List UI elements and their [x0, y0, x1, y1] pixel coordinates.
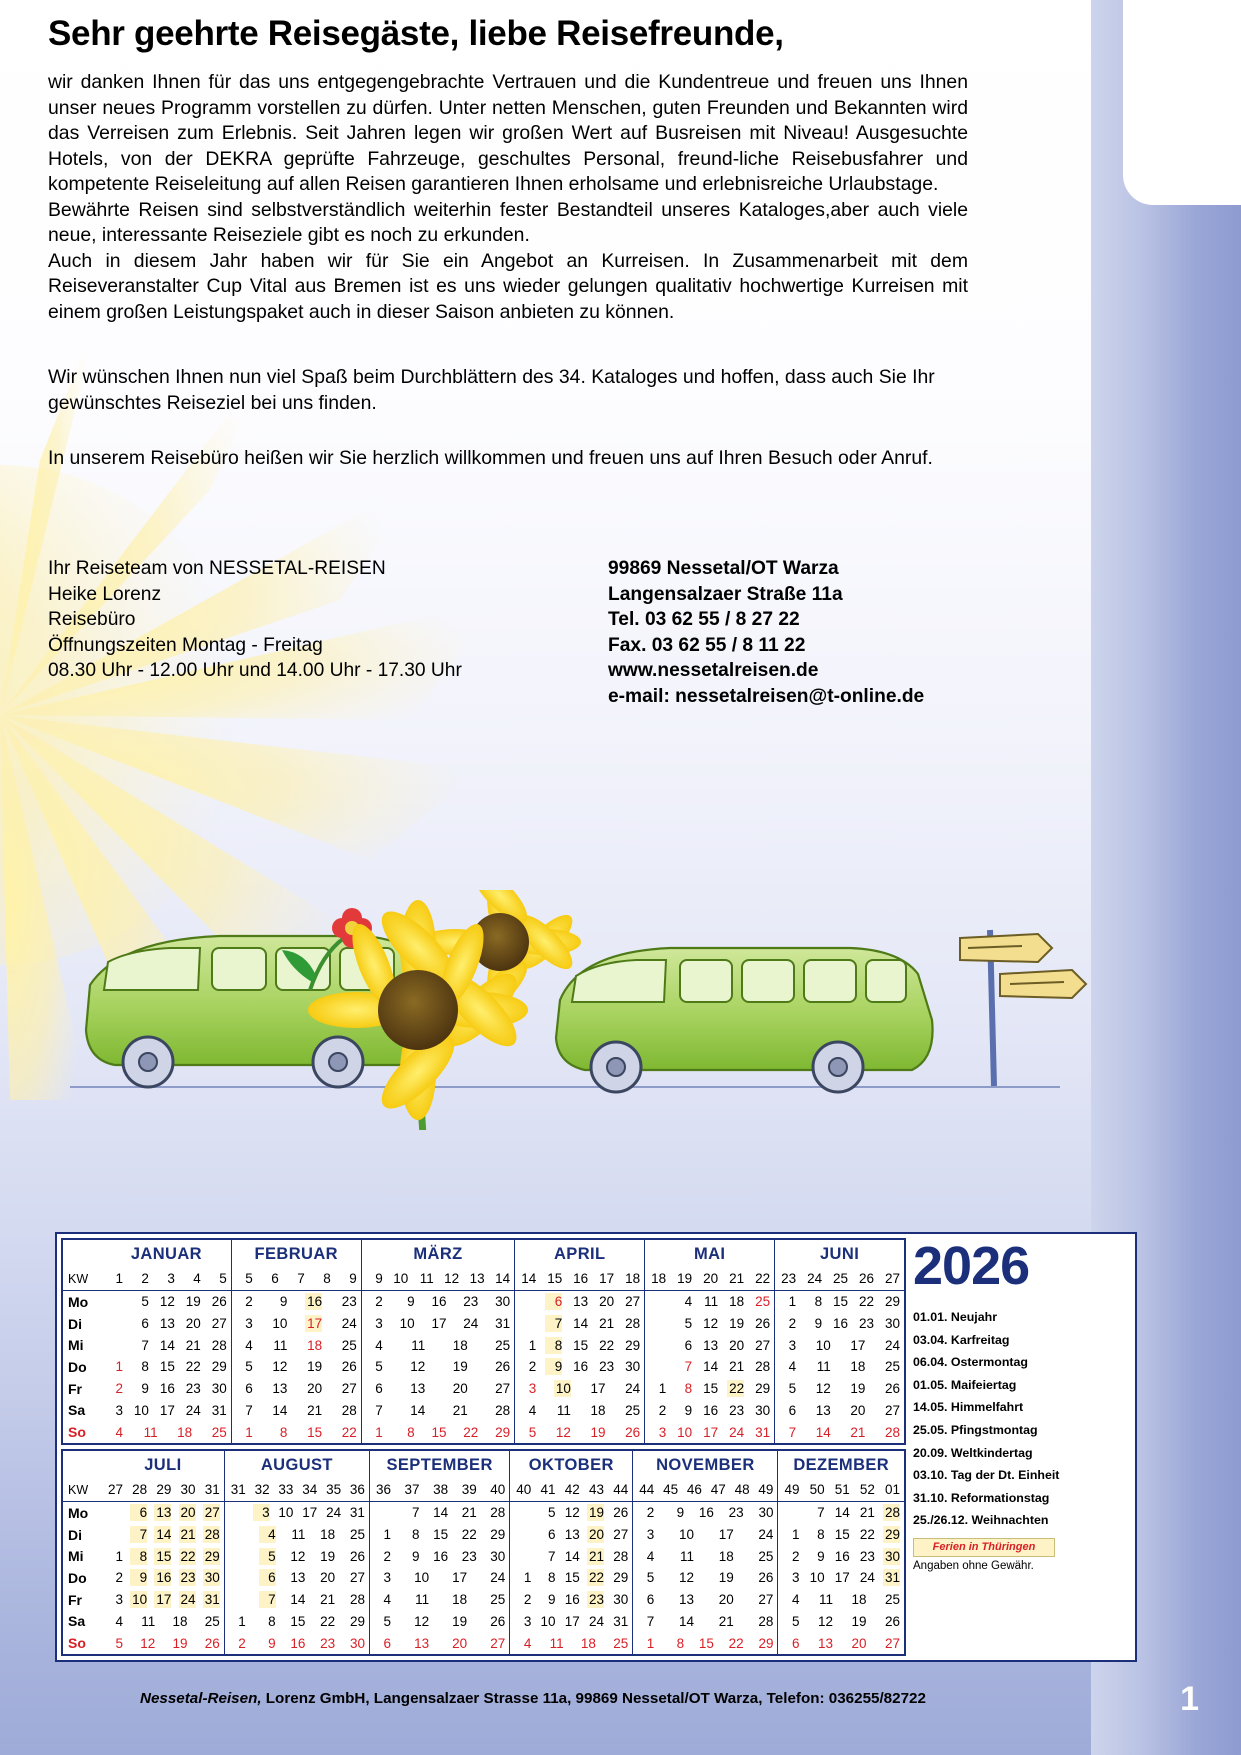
month-day-row: 6 13 20 27 [102, 1501, 224, 1523]
kw-row: 5 6 7 8 9 [231, 1268, 361, 1290]
month-day-row: 4 11 18 25 [778, 1589, 904, 1611]
day-label: Mi [68, 1548, 84, 1565]
month-day-row: 6 13 20 27 [361, 1378, 514, 1400]
month-day-row: 7 14 21 28 [775, 1421, 904, 1443]
calendar-sidebar [913, 1238, 1131, 1656]
holiday-item: 31.10. Reformationstag [913, 1490, 1050, 1505]
month-day-row: 1 8 15 22 29 [515, 1334, 645, 1356]
month-day-row: 6 13 20 27 [231, 1378, 361, 1400]
holiday-item: 01.01. Neujahr [913, 1310, 998, 1324]
calendar-month-header: OKTOBER [510, 1451, 633, 1479]
month-day-row: 4 11 18 25 [361, 1334, 514, 1356]
month-day-row: 5 12 19 26 [224, 1545, 369, 1567]
calendar-second-half [61, 1449, 906, 1656]
kw-row: 44 45 46 47 48 49 [633, 1479, 778, 1501]
calendar-month-header: JANUAR [130, 1245, 202, 1264]
day-label: Di [68, 1526, 82, 1543]
month-day-row: 7 14 21 28 [633, 1611, 778, 1633]
address-city: 99869 Nessetal/OT Warza [608, 558, 839, 579]
month-day-row: 1 8 15 22 29 [510, 1567, 633, 1589]
month-day-row: 1 8 15 22 [231, 1421, 361, 1443]
kw-row: 36 37 38 39 40 [369, 1479, 509, 1501]
day-label: Mo [68, 1504, 89, 1521]
paragraph-3: Auch in diesem Jahr haben wir für Sie ein Angebot an Kurreisen. In Zusammenarbeit mit dem Reiseveranstalter Cup Vital aus Bremen ist es uns wieder gelungen qualitativ hochwertige Kurreisen mit einem großen Leistungspaket auch in dieser Saison anbieten zu können. [48, 249, 968, 323]
kw-row: 31 32 33 34 35 36 [224, 1479, 369, 1501]
day-label: Di [68, 1315, 82, 1332]
holiday-item: 14.05. Himmelfahrt [913, 1400, 1024, 1415]
month-day-row: 2 9 16 23 30 [645, 1400, 775, 1422]
calendar-month-header: DEZEMBER [778, 1451, 904, 1479]
month-day-row: 2 9 16 23 30 [510, 1589, 633, 1611]
calendar-2026 [55, 1232, 1137, 1662]
calendar-month-header: JULI [144, 1456, 182, 1475]
month-day-row: 4 11 18 25 [369, 1589, 509, 1611]
footer-text: Lorenz GmbH, Langensalzaer Strasse 11a, 99869 Nessetal/OT Warza, Telefon: 036255/82722 [261, 1690, 926, 1707]
holiday-list [913, 1306, 1131, 1532]
month-day-row: 6 13 20 27 [510, 1524, 633, 1546]
paragraph-1: wir danken Ihnen für das uns entgegengebrachte Vertrauen und die Kundentreue und freuen uns Ihnen unser neues Programm vorstellen zu dürfen. Unter netten Menschen, guten Freunden und Bekannten wird das Verreisen zum Erlebnis. Seit Jahren legen wir großen Wert auf Busreisen mit Niveau! Ausgesuchte Hotels, von der DEKRA geprüfte Fahrzeuge, geschultes Personal, freund-liche Reisebusfahrer und kompetente Reiseleitung auf allen Reisen garantieren Ihnen erholsame und erlebnisreiche Urlaubstage. [48, 71, 968, 195]
month-day-row: 3 10 17 24 [515, 1378, 645, 1400]
day-label: Mi [68, 1337, 84, 1354]
month-day-row: 1 8 15 22 29 [778, 1524, 904, 1546]
opening-hours: 08.30 Uhr - 12.00 Uhr und 14.00 Uhr - 17.30 Uhr [48, 660, 462, 681]
opening-days: Öffnungszeiten Montag - Freitag [48, 634, 323, 656]
holiday-item: 03.04. Karfreitag [913, 1332, 1010, 1347]
month-day-row: 4 11 18 25 [775, 1356, 904, 1378]
day-label: Do [68, 1569, 87, 1586]
calendar-month-header: MAI [645, 1240, 775, 1268]
kw-row: 18 19 20 21 22 [645, 1268, 775, 1290]
month-day-row: 4 11 18 25 [231, 1334, 361, 1356]
bus-and-sunflowers-illustration [60, 890, 1100, 1130]
holiday-item: 20.09. Weltkindertag [913, 1445, 1033, 1460]
calendar-month-header: MÄRZ [361, 1240, 514, 1268]
office-label: Reisebüro [48, 609, 136, 630]
month-day-row: 6 13 20 27 [633, 1589, 778, 1611]
paragraph-2: Bewährte Reisen sind selbstverständlich weiterhin fester Bestandteil unseres Kataloges,aber auch viele neue, interessante Reiseziele gibt es noch zu erkunden. [48, 198, 968, 246]
month-day-row: 3 10 17 24 [633, 1524, 778, 1546]
day-label: Sa [68, 1402, 86, 1419]
month-day-row: 2 9 16 23 30 [115, 1570, 220, 1586]
month-day-row: 7 14 21 28 [224, 1589, 369, 1611]
month-day-row: 1 8 15 22 29 [633, 1632, 778, 1654]
kw-label: KW [63, 1479, 102, 1501]
month-day-row: 3 10 17 24 31 [115, 1402, 227, 1418]
team-line: Ihr Reiseteam von NESSETAL-REISEN [48, 558, 386, 579]
website-link[interactable]: www.nessetalreisen.de [608, 660, 819, 681]
month-day-row: 1 8 15 22 29 [645, 1378, 775, 1400]
month-day-row: 3 10 17 24 31 [224, 1501, 369, 1523]
calendar-year: 2026 [913, 1236, 1030, 1296]
month-day-row: 5 12 19 26 [361, 1356, 514, 1378]
month-day-row: 5 12 19 26 [141, 1294, 227, 1310]
day-label: So [68, 1424, 86, 1441]
month-day-row: 1 8 15 22 29 [361, 1421, 514, 1443]
day-label: Fr [68, 1380, 82, 1397]
ferien-legend: Ferien in Thüringen [913, 1538, 1055, 1557]
month-day-row: 5 12 19 26 [231, 1356, 361, 1378]
address-street: Langensalzaer Straße 11a [608, 583, 843, 605]
right-band-white-notch [1123, 0, 1241, 205]
month-day-row: 4 11 18 25 [224, 1524, 369, 1546]
kw-row: 14 15 16 17 18 [515, 1268, 645, 1290]
month-day-row: 6 13 20 27 [141, 1316, 227, 1332]
month-day-row: 3 10 17 24 [369, 1567, 509, 1589]
month-day-row: 4 11 18 25 [510, 1632, 633, 1654]
paragraph-5: In unserem Reisebüro heißen wir Sie herzlich willkommen und freuen uns auf Ihren Besuch oder Anruf. [48, 447, 933, 469]
kw-label: KW [63, 1268, 102, 1290]
month-day-row: 2 9 16 23 30 [224, 1632, 369, 1654]
month-day-row: 7 14 21 28 [778, 1501, 904, 1523]
disclaimer-text: Angaben ohne Gewähr. [913, 1559, 1034, 1572]
month-day-row: 2 9 16 23 30 [369, 1545, 509, 1567]
calendar-month-header: AUGUST [224, 1451, 369, 1479]
signpost [960, 930, 1086, 1086]
contact-left [48, 556, 518, 684]
page-number: 1 [1180, 1680, 1199, 1718]
month-day-row: 3 10 17 24 31 [510, 1611, 633, 1633]
month-day-row: 3 10 17 24 31 [115, 1592, 220, 1608]
month-day-row: 6 13 20 27 [224, 1567, 369, 1589]
month-day-row: 6 13 20 27 [369, 1632, 509, 1654]
month-day-row: 5 12 19 26 [778, 1611, 904, 1633]
kw-row: 1 2 3 4 5 [102, 1268, 231, 1290]
email-link[interactable]: e-mail: nessetalreisen@t-online.de [608, 685, 925, 707]
month-day-row: 7 14 21 28 [515, 1313, 645, 1335]
month-day-row: 1 8 15 22 29 [775, 1290, 904, 1312]
month-day-row: 1 8 15 22 29 [115, 1548, 220, 1564]
fax-number: Fax. 03 62 55 / 8 11 22 [608, 634, 806, 656]
month-day-row: 7 14 21 28 [369, 1501, 509, 1523]
month-day-row: 7 14 21 28 [510, 1545, 633, 1567]
calendar-month-header: JUNI [775, 1240, 904, 1268]
calendar-month-header: FEBRUAR [231, 1240, 361, 1268]
month-day-row: 5 12 19 26 [633, 1567, 778, 1589]
kw-row: 40 41 42 43 44 [510, 1479, 633, 1501]
month-day-row: 1 8 15 22 29 [115, 1359, 227, 1375]
month-day-row: 5 12 19 26 [510, 1501, 633, 1523]
month-day-row: 7 14 21 28 [102, 1524, 224, 1546]
month-day-row: 4 11 18 25 [515, 1400, 645, 1422]
kw-row: 9 10 11 12 13 14 [361, 1268, 514, 1290]
month-day-row: 2 9 16 23 30 [778, 1545, 904, 1567]
month-day-row: 6 13 20 27 [775, 1400, 904, 1422]
kw-row: 49 50 51 52 01 [778, 1479, 904, 1501]
month-day-row: 1 8 15 22 29 [224, 1611, 369, 1633]
month-day-row: 6 13 20 27 [515, 1290, 645, 1312]
month-day-row: 7 14 21 28 [231, 1400, 361, 1422]
day-label: So [68, 1635, 86, 1652]
calendar-month-header: SEPTEMBER [369, 1451, 509, 1479]
holiday-item: 25.05. Pfingstmontag [913, 1422, 1038, 1437]
calendar-month-header: NOVEMBER [633, 1451, 778, 1479]
day-label: Do [68, 1358, 87, 1375]
month-day-row: 5 12 19 26 [775, 1378, 904, 1400]
month-day-row: 4 11 18 25 [645, 1290, 775, 1312]
calendar-month-header: APRIL [515, 1240, 645, 1268]
month-day-row: 5 12 19 26 [369, 1611, 509, 1633]
month-day-row: 5 12 19 26 [645, 1313, 775, 1335]
month-day-row: 4 11 18 25 [115, 1613, 220, 1629]
holiday-item: 25./26.12. Weihnachten [913, 1513, 1049, 1528]
month-day-row: 2 9 16 23 30 [115, 1381, 227, 1397]
month-day-row: 5 12 19 26 [515, 1421, 645, 1443]
day-label: Sa [68, 1613, 86, 1630]
kw-row: 23 24 25 26 27 [775, 1268, 904, 1290]
month-day-row: 4 11 18 25 [115, 1424, 227, 1440]
month-day-row: 7 14 21 28 [141, 1337, 227, 1353]
calendar-first-half [61, 1238, 906, 1445]
day-label: Mo [68, 1293, 89, 1310]
month-day-row: 6 13 20 27 [645, 1334, 775, 1356]
month-day-row: 6 13 20 27 [778, 1632, 904, 1654]
month-day-row: 3 10 17 24 [231, 1313, 361, 1335]
holiday-item: 06.04. Ostermontag [913, 1355, 1029, 1370]
footer-imprint [140, 1690, 1040, 1707]
page-title: Sehr geehrte Reisegäste, liebe Reisefreunde, [48, 14, 784, 53]
month-day-row: 3 10 17 24 31 [645, 1421, 775, 1443]
month-day-row: 7 14 21 28 [645, 1356, 775, 1378]
month-day-row: 1 8 15 22 29 [369, 1524, 509, 1546]
month-day-row: 2 9 16 23 30 [775, 1313, 904, 1335]
month-day-row: 4 11 18 25 [633, 1545, 778, 1567]
paragraph-4: Wir wünschen Ihnen nun viel Spaß beim Durchblättern des 34. Kataloges und hoffen, dass auch Sie Ihr gewünschtes Reiseziel bei uns finden. [48, 366, 935, 414]
month-day-row: 2 9 16 23 [231, 1290, 361, 1312]
month-day-row: 2 9 16 23 30 [515, 1356, 645, 1378]
footer-brand: Nessetal-Reisen, [140, 1690, 262, 1707]
month-day-row: 3 10 17 24 31 [361, 1313, 514, 1335]
month-day-row: 2 9 16 23 30 [361, 1290, 514, 1312]
month-day-row: 3 10 17 24 31 [778, 1567, 904, 1589]
month-day-row: 5 12 19 26 [115, 1635, 220, 1651]
contact-right [608, 556, 1028, 709]
kw-row: 27 28 29 30 31 [102, 1479, 224, 1501]
month-day-row: 3 10 17 24 [775, 1334, 904, 1356]
day-label: Fr [68, 1591, 82, 1608]
month-day-row: 2 9 16 23 30 [633, 1501, 778, 1523]
contact-person: Heike Lorenz [48, 583, 162, 605]
holiday-item: 01.05. Maifeiertag [913, 1377, 1017, 1392]
month-day-row: 7 14 21 28 [361, 1400, 514, 1422]
holiday-item: 03.10. Tag der Dt. Einheit [913, 1468, 1060, 1483]
phone-number: Tel. 03 62 55 / 8 27 22 [608, 609, 800, 630]
letter-body [48, 14, 968, 472]
